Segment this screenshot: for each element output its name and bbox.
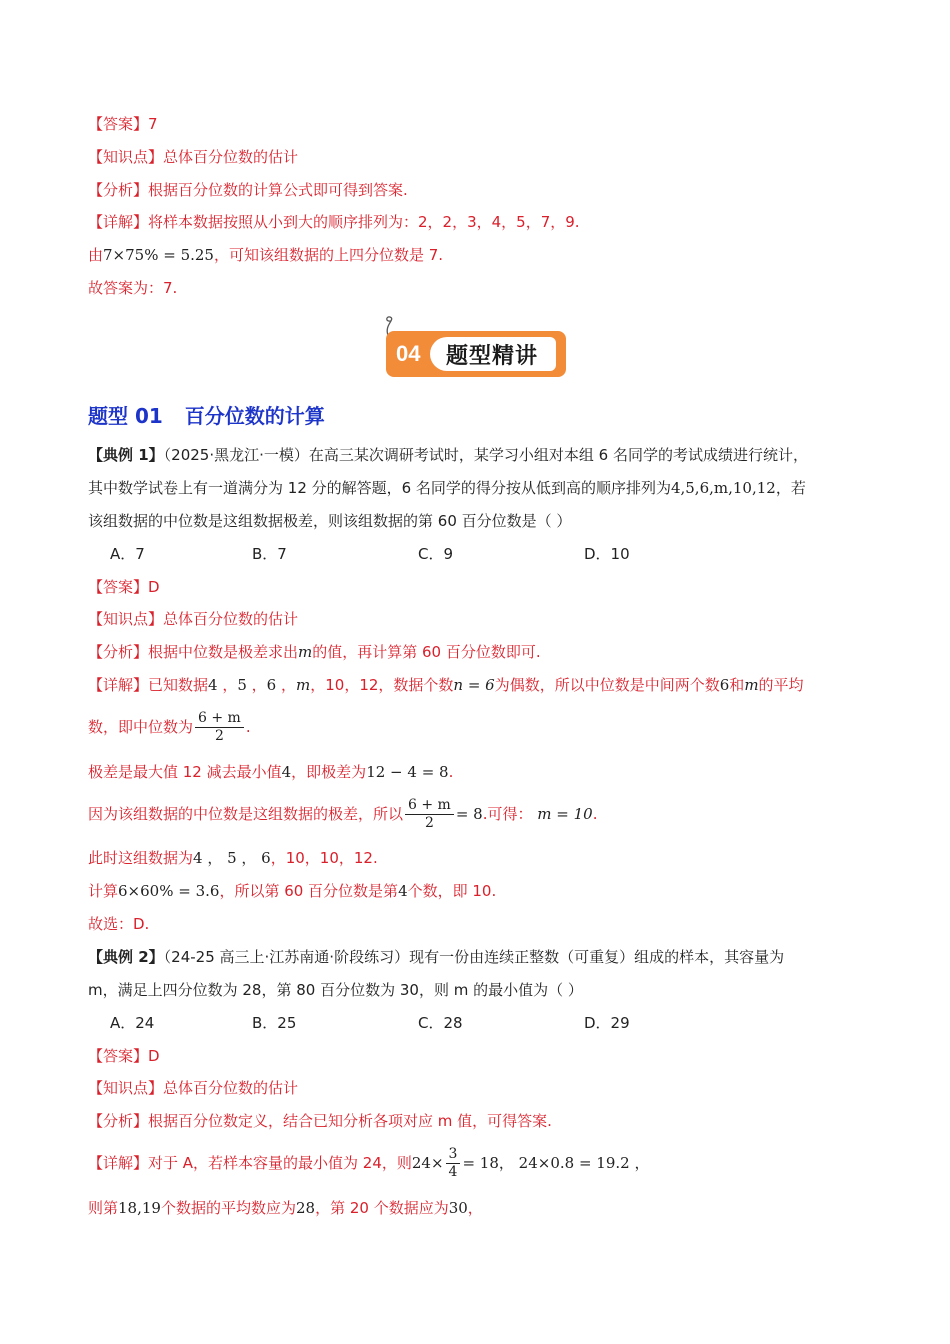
compute-text: 计算	[88, 882, 119, 900]
section-banner	[386, 331, 568, 379]
example2-knowledge: 【知识点】总体百分位数的估计	[88, 1079, 299, 1097]
median-fraction	[195, 710, 244, 745]
detail2-fraction	[446, 1146, 461, 1181]
because-result: m = 10	[537, 805, 593, 823]
last-value-3: 30	[448, 1199, 468, 1217]
compute-text-b: ，所以第 60 百分位数是第	[219, 882, 399, 900]
example1-tag: 【典例 1】	[88, 446, 164, 464]
section-title: 百分位数的计算	[184, 404, 325, 428]
range-text-a: 极差是最大值 12 减去最小值	[88, 763, 282, 781]
detail2-formula-b: = 18	[462, 1154, 499, 1172]
example1-sequence: 4,5,6,m,10,12	[670, 479, 776, 497]
now-text: 此时这组数据为	[88, 849, 194, 867]
detail-text-a: 【详解】已知数据	[88, 676, 209, 694]
answer-line: 【答案】7	[88, 115, 158, 133]
option-b[interactable]: B．25	[252, 1014, 297, 1032]
detail2-formula-a: 24×	[411, 1154, 444, 1172]
range-value: 4	[281, 763, 292, 781]
example1-detail: 【详解】已知数据4 ，5 ，6 ，m，10，12，数据个数n = 6为偶数，所以中位数是中间两个数6和m的平均	[88, 676, 804, 694]
calc-line	[88, 244, 443, 266]
example1-compute	[88, 880, 496, 902]
because-denominator: 2	[424, 815, 434, 831]
section-label: 题型 01	[88, 404, 163, 428]
option-c[interactable]: C．28	[418, 1014, 463, 1032]
detail-value-1: 4	[208, 676, 218, 694]
example1-answer: 【答案】D	[88, 578, 160, 596]
example1-line2	[88, 477, 806, 499]
example1-text2: 其中数学试卷上有一道满分为 12 分的解答题，6 名同学的得分按从低到高的顺序排列为	[88, 479, 671, 497]
option-a[interactable]: A．7	[110, 545, 145, 563]
banner-number: 04	[396, 341, 421, 366]
option-c[interactable]: C．9	[418, 545, 454, 563]
example2-last	[88, 1197, 483, 1219]
last-text-c: ，第 20 个数据应为	[315, 1199, 449, 1217]
example2-tag: 【典例 2】	[88, 948, 164, 966]
knowledge-line: 【知识点】总体百分位数的估计	[88, 148, 299, 166]
option-d[interactable]: D．29	[584, 1014, 630, 1032]
analysis-line: 【分析】根据百分位数的计算公式即可得到答案.	[88, 181, 408, 199]
detail-value-2: 5	[237, 676, 247, 694]
now-values: 4 ， 5 ， 6	[193, 849, 271, 867]
example1-line1	[88, 444, 808, 466]
calc-formula: 7×75% = 5.25	[103, 246, 214, 264]
range-text-b: ，即极差为	[291, 763, 367, 781]
example1-text2b: ，若	[775, 479, 806, 497]
detail-value-3: 6	[266, 676, 277, 694]
because-text-c: .可得：	[482, 805, 533, 823]
last-value-2: 28	[295, 1199, 316, 1217]
option-b[interactable]: B．7	[252, 545, 287, 563]
last-text-a: 则第	[88, 1199, 119, 1217]
example1-knowledge: 【知识点】总体百分位数的估计	[88, 610, 299, 628]
detail-n: n = 6	[453, 676, 495, 694]
analysis-var-m: m	[298, 643, 313, 661]
last-value-1: 18,19	[118, 1199, 161, 1217]
detail-text-e: 的平均	[758, 676, 804, 694]
detail-text-b: ，10，12，数据个数	[310, 676, 454, 694]
because-text: 因为该组数据的中位数是这组数据的极差，所以	[88, 805, 404, 823]
example1-because: 因为该组数据的中位数是这组数据的极差，所以 $\frac{6 + m}{2}$ = 8.可得： m = 10.	[88, 797, 598, 831]
example1-line3: 该组数据的中位数是这组数据极差，则该组数据的第 60 百分位数是（ ）	[88, 512, 572, 530]
example1-now	[88, 847, 378, 869]
because-equals: = 8	[455, 805, 483, 823]
detail-value-4: m	[296, 676, 311, 694]
example1-choose: 故选：D.	[88, 915, 150, 933]
example1-median: 数，即中位数为 $\frac{6 + m}{2}$ .	[88, 710, 251, 744]
option-d[interactable]: D．10	[584, 545, 630, 563]
example2-detail	[88, 1143, 649, 1183]
because-fraction	[405, 797, 454, 832]
analysis-text-b: 的值，再计算第 60 百分位数即可.	[312, 643, 541, 661]
median-denominator: 2	[214, 728, 224, 744]
example1-analysis	[88, 641, 541, 663]
analysis-text-a: 【分析】根据中位数是极差求出	[88, 643, 299, 661]
example1-text1: （2025·黑龙江·一模）在高三某次调研考试时，某学习小组对本组 6 名同学的考试成绩进行统计，	[163, 446, 808, 464]
compute-value: 4	[398, 882, 408, 900]
example2-analysis: 【分析】根据百分位数定义，结合已知分析各项对应 m 值，可得答案.	[88, 1112, 552, 1130]
example1-range: 极差是最大值 12 减去最小值4，即极差为12 − 4 = 8.	[88, 763, 454, 781]
detail2-formula-c: ， 24×0.8 = 19.2 ，	[498, 1154, 650, 1172]
example2-line2: m，满足上四分位数为 28，第 80 百分位数为 30，则 m 的最小值为（ ）	[88, 981, 583, 999]
median-numerator: 6 + m	[195, 710, 244, 728]
calc-prefix: 由	[88, 246, 104, 264]
detail2-denominator: 4	[448, 1164, 458, 1180]
last-text-d: ，	[467, 1199, 483, 1217]
banner-title: 题型精讲	[446, 344, 539, 369]
compute-text-c: 个数，即 10.	[407, 882, 497, 900]
last-text-b: 个数据的平均数应为	[160, 1199, 296, 1217]
section-heading	[88, 400, 325, 429]
detail-m: m	[744, 676, 759, 694]
detail-line: 【详解】将样本数据按照从小到大的顺序排列为：2，2，3，4，5，7，9.	[88, 213, 580, 231]
conclusion-line: 故答案为：7.	[88, 279, 178, 297]
detail2-numerator: 3	[446, 1146, 461, 1164]
option-a[interactable]: A．24	[110, 1014, 155, 1032]
example2-text1: （24-25 高三上·江苏南通·阶段练习）现有一份由连续正整数（可重复）组成的样本，其容量为	[163, 948, 785, 966]
median-text: 数，即中位数为	[88, 718, 194, 736]
now-text-b: ，10，10，12.	[270, 849, 378, 867]
compute-formula: 6×60% = 3.6	[118, 882, 220, 900]
detail-six: 6	[719, 676, 730, 694]
calc-suffix: ，可知该组数据的上四分位数是 7.	[213, 246, 444, 264]
detail-text-d: 和	[729, 676, 745, 694]
detail-text-c: 为偶数，所以中位数是中间两个数	[494, 676, 720, 694]
detail2-text: 【详解】对于 A，若样本容量的最小值为 24，则	[88, 1154, 412, 1172]
because-numerator: 6 + m	[405, 797, 454, 815]
example2-answer: 【答案】D	[88, 1047, 160, 1065]
example2-line1	[88, 946, 784, 968]
range-formula: 12 − 4 = 8	[366, 763, 449, 781]
